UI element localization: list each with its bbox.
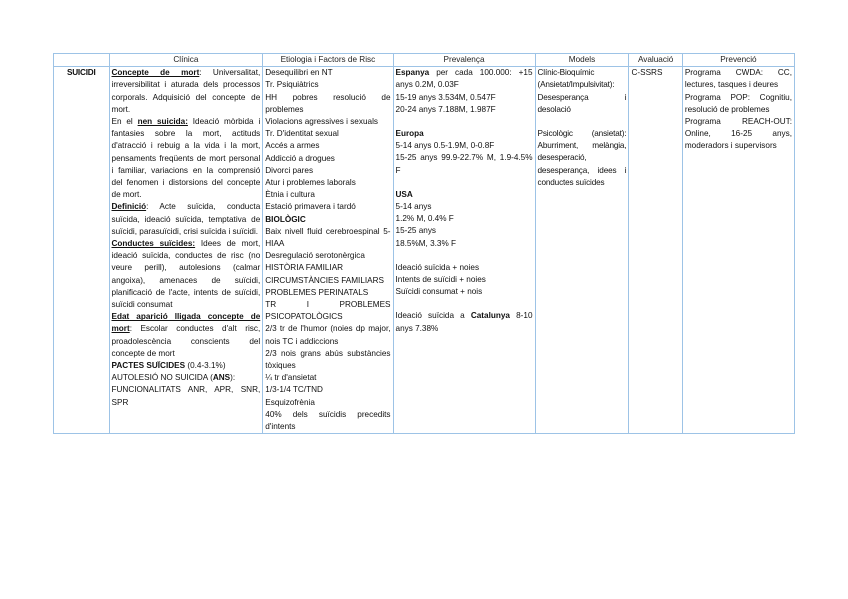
- suicidi-summary-table: [53, 53, 795, 434]
- biologic-heading: BIOLÒGIC: [265, 214, 306, 224]
- conductes-block: [112, 238, 261, 311]
- funcionalitats-block: FUNCIONALITATS ANR, APR, SNR, SPR: [111, 385, 261, 407]
- spacer: [396, 177, 533, 189]
- prevencio-list: [685, 67, 792, 152]
- autolesio-pre: AUTOLESIÓ NO SUICIDA (: [111, 373, 213, 383]
- spacer: [396, 116, 533, 128]
- header-etiologia: Etiologia i Factors de Risc: [263, 54, 393, 67]
- autolesio-post: ):: [230, 373, 236, 383]
- prevalenca-line: 15-25 anys: [395, 226, 437, 236]
- etiologia-item: PROBLEMES PERINATALS: [265, 287, 369, 297]
- autolesio-ans: ANS: [212, 373, 231, 383]
- espanya-title: Espanya: [395, 68, 430, 78]
- espanya-text: per cada 100.000: +15 anys 0.2M, 0.03F: [395, 68, 533, 90]
- etiologia-item: HISTÒRIA FAMILIAR: [265, 263, 344, 273]
- cell-models: [535, 67, 629, 434]
- prevalenca-line: 18.5%M, 3.3% F: [395, 238, 457, 248]
- nen-suicida-block: [112, 116, 261, 201]
- prevalenca-line: Suïcidi consumat + nois: [395, 287, 483, 297]
- nen-title: nen suicida:: [137, 117, 188, 127]
- etiologia-list-a: [265, 67, 390, 213]
- definicio-block: [112, 201, 261, 238]
- prevencio-item: Programa POP: Cognitiu, resolució de problemes: [684, 92, 792, 114]
- autolesio-block: [112, 372, 261, 384]
- etiologia-item: Addicció a drogues: [265, 153, 335, 163]
- header-models: Models: [535, 54, 629, 67]
- etiologia-item: 2/3 tr de l'humor (noies dp major, nois TC i addiccions: [265, 324, 391, 346]
- etiologia-item: 40% dels suïcidis precedits d'intents: [265, 409, 391, 432]
- espanya-lines: [396, 92, 533, 116]
- conductes-title: Conductes suïcides:: [111, 239, 196, 249]
- etiologia-item: Esquizofrènia: [265, 397, 315, 407]
- usa-title: USA: [395, 189, 413, 199]
- etiologia-item: ¼ tr d'ansietat: [265, 373, 317, 383]
- cell-prevalenca: [393, 67, 535, 434]
- model-bioquimic: Clínic-Bioquímic (Ansietat/Impulsivitat): Desesperança i desolació: [537, 68, 627, 114]
- spacer: [396, 298, 533, 310]
- prevalenca-line: 20-24 anys 7.188M, 1.987F: [395, 104, 496, 114]
- prevencio-item: Programa REACH-OUT: Online, 16-25 anys, moderadors i supervisors: [684, 117, 792, 151]
- catalunya-pre: Ideació suïcida a: [395, 311, 471, 321]
- edat-title: Edat aparició lligada concepte de mort: [111, 312, 261, 334]
- prevalenca-line: 1.2% M, 0.4% F: [395, 214, 454, 224]
- prevalenca-line: Ideació suïcida + noies: [395, 262, 480, 272]
- europa-title: Europa: [395, 129, 424, 139]
- etiologia-item: Accés a armes: [265, 141, 320, 151]
- pactes-text: (0.4-3.1%): [185, 361, 226, 371]
- edat-block: [112, 311, 261, 360]
- catalunya-block: [396, 310, 533, 334]
- header-avaluacio: Avaluació: [629, 54, 682, 67]
- conductes-text: Idees de mort, ideació suïcida, conductes de risc (no veure perill), autolesions (calmar angoixa), amenaces de suïcidi, planificació de l'acte, intents de suïcidi, suïcidi consumat: [111, 239, 261, 310]
- prevalenca-line: 15-25 anys 99.9-22.7% M, 1.9-4.5% F: [395, 153, 533, 175]
- prevalenca-line: 15-19 anys 3.534M, 0.547F: [395, 92, 496, 102]
- etiologia-list-b: [265, 226, 390, 433]
- suicidi-row: [54, 67, 795, 434]
- etiologia-item: Ètnia i cultura: [265, 190, 315, 200]
- etiologia-item: Baix nivell fluid cerebroespinal 5-HIAA: [265, 226, 391, 249]
- ideacio-lines: [396, 262, 533, 299]
- cell-avaluacio: [629, 67, 682, 434]
- espanya-block: [396, 67, 533, 91]
- pactes-block: [112, 360, 261, 372]
- nen-pre: En el: [111, 117, 138, 127]
- prevalenca-line: 5-14 anys: [395, 202, 432, 212]
- prevalenca-line: Intents de suïcidi + noies: [395, 275, 486, 285]
- concepte-text: : Universalitat, irreversibilitat i aturada dels processos corporals. Adquisició del concepte de mort.: [111, 68, 261, 114]
- etiologia-item: Desregulació serotonèrgica: [265, 251, 365, 261]
- nen-text: Ideació mòrbida i fantasies sobre la mort, actituds d'atracció i rebuig a la vida i la mort, pensaments freqüents de mort personal i familiar, variacions en la comprensió del fenomen i distorsions del concepte de mort.: [111, 117, 261, 200]
- concepte-title: Concepte de mort: [111, 68, 200, 78]
- prevencio-item: Programa CWDA: CC, lectures, tasques i deures: [684, 68, 792, 90]
- etiologia-item: Desequilibri en NT: [265, 68, 333, 78]
- etiologia-item: 1/3-1/4 TC/TND: [265, 385, 323, 395]
- header-empty: [54, 54, 110, 67]
- europa-lines: [396, 140, 533, 177]
- avaluacio-cssrs: C-SSRS: [631, 68, 663, 78]
- cell-clinica: [109, 67, 263, 434]
- edat-text: : Escolar conductes d'alt risc, proadolescència conscients del concepte de mort: [111, 324, 261, 358]
- row-label-suicidi: SUICIDI: [54, 67, 110, 434]
- header-row: [54, 54, 795, 67]
- etiologia-item: TR I PROBLEMES PSICOPATOLÒGICS: [265, 300, 391, 322]
- catalunya-title: Catalunya: [470, 311, 510, 321]
- spacer: [396, 250, 533, 262]
- catalunya-post: 8-10 anys 7.38%: [395, 311, 533, 333]
- header-clinica: Clínica: [109, 54, 263, 67]
- model-psicologic: Psicològic (ansietat): Aburriment, melàngia, desesperació, desesperança, idees i conductes suïcides: [537, 129, 627, 187]
- prevalenca-line: 5-14 anys 0.5-1.9M, 0-0.8F: [395, 141, 495, 151]
- cell-prevencio: [682, 67, 794, 434]
- etiologia-item: Violacions agressives i sexuals: [265, 117, 378, 127]
- definicio-text: : Acte suïcida, conducta suïcida, ideació suïcida, temptativa de suïcidi, parasuïcidi, crisi suïcida i suïcidi.: [111, 202, 261, 236]
- etiologia-item: Estació primavera i tardó: [265, 202, 356, 212]
- spacer: [538, 116, 627, 128]
- etiologia-item: 2/3 nois grans abús substàncies tòxiques: [265, 348, 391, 371]
- definicio-title: Definició: [111, 202, 147, 212]
- usa-lines: [396, 201, 533, 250]
- etiologia-item: Tr. Psiquiàtrics: [265, 80, 319, 90]
- pactes-title: PACTES SUÏCIDES: [111, 361, 186, 371]
- cell-etiologia: [263, 67, 393, 434]
- etiologia-item: CIRCUMSTÀNCIES FAMILIARS: [265, 275, 384, 285]
- etiologia-item: Atur i problemes laborals: [265, 178, 356, 188]
- etiologia-item: Tr. D'identitat sexual: [265, 129, 339, 139]
- etiologia-item: HH pobres resolució de problemes: [265, 92, 391, 114]
- header-prevalenca: Prevalença: [393, 54, 535, 67]
- header-prevencio: Prevenció: [682, 54, 794, 67]
- etiologia-item: Divorci pares: [265, 165, 314, 175]
- concepte-mort-block: [112, 67, 261, 116]
